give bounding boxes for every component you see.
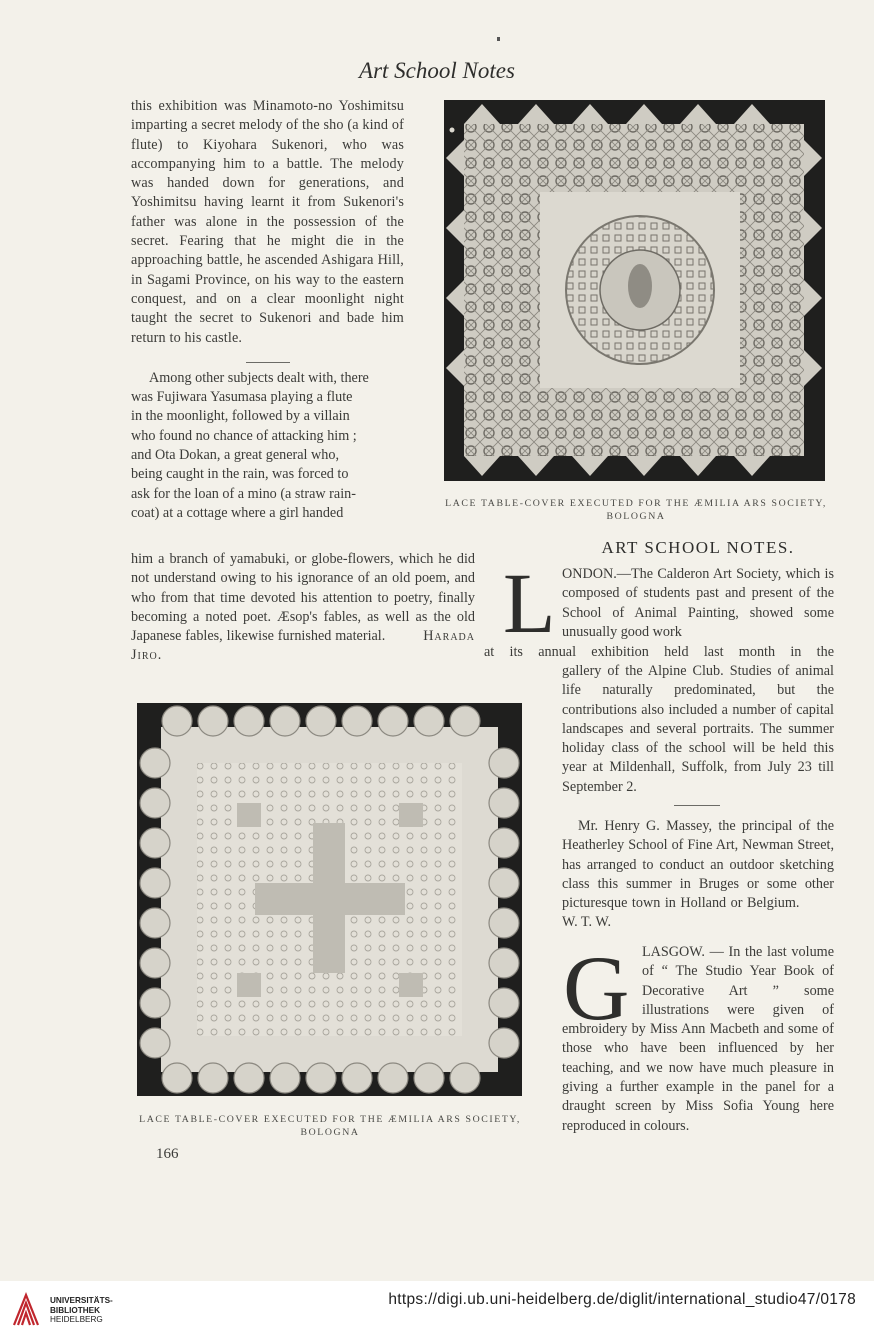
text-line: ask for the loan of a mino (a straw rain- bbox=[131, 485, 356, 502]
paragraph-yamabuki-text: him a branch of yamabuki, or globe-flowers, which he did not understand owing to his ignorance of an old poem, and who from that time devoted his attention to poetry, finally becoming a noted poet. Æsop's fables, as well as the old Japanese fables, likewise furnished material. bbox=[131, 551, 475, 645]
source-url-link[interactable]: https://digi.ub.uni-heidelberg.de/diglit/international_studio47/0178 bbox=[388, 1291, 856, 1308]
paragraph-london-rest bbox=[562, 662, 834, 797]
library-name bbox=[50, 1296, 113, 1325]
dropcap-g: G bbox=[563, 937, 630, 1039]
library-logo-shape bbox=[10, 1291, 42, 1329]
paragraph-london-rest-text: gallery of the Alpine Club. Studies of animal life naturally predominated, but the contributions also included a number of capital landscapes and several portraits. The summer holiday class of the school will be held this year at Mildenhall, Suffolk, from July 23 till September 2. bbox=[562, 663, 834, 795]
running-header: Art School Notes bbox=[359, 58, 515, 83]
photo-lace-table-cover-bottom bbox=[137, 703, 522, 1096]
lace-illustration-bottom bbox=[137, 703, 522, 1096]
paragraph-minamoto: this exhibition was Minamoto-no Yoshimitsu imparting a secret melody of the sho (a kind of flute) to Kiyohara Sukenori, who was accompanying him to a battle. The melody was handed down for generations, and Yoshimitsu having learnt it from Sukenori's father was alone in the possession of the secret. Fearing that he might die in the approaching battle, he ascended Ashigara Hill, in Sagami Province, on his way to the eastern conquest, and on a clear moonlight night taught the secret to Sukenori and bade him return to his castle. bbox=[131, 98, 404, 346]
library-logo-icon bbox=[10, 1291, 42, 1329]
library-line-1: UNIVERSITÄTS- bbox=[50, 1296, 113, 1305]
dropcap-l: L bbox=[503, 555, 556, 651]
left-column-wide bbox=[131, 550, 475, 666]
page-number: 166 bbox=[156, 1146, 179, 1162]
section-heading: ART SCHOOL NOTES. bbox=[601, 538, 795, 557]
text-line: Among other subjects dealt with, there bbox=[149, 369, 369, 386]
text-line: coat) at a cottage where a girl handed bbox=[131, 504, 344, 521]
paragraph-london-text: ONDON.—The Calderon Art Society, which is composed of students past and present of the School of Animal Painting, showed some unusually good work bbox=[562, 566, 834, 640]
text-line: being caught in the rain, was forced to bbox=[131, 466, 349, 483]
text-line: and Ota Dokan, a great general who, bbox=[131, 447, 339, 464]
text-line: in the moonlight, followed by a villain bbox=[131, 408, 350, 425]
notes-signature: W. T. W. bbox=[562, 914, 612, 931]
paragraph-among-lines bbox=[131, 369, 404, 523]
paragraph-london-lead: at its annual exhibition held last month in the bbox=[484, 644, 834, 660]
paragraph-yamabuki bbox=[131, 550, 475, 666]
photo-lace-table-cover-top bbox=[444, 100, 825, 481]
paragraph-london-indented bbox=[562, 565, 834, 642]
paragraph-massey bbox=[562, 817, 834, 933]
library-line-2: BIBLIOTHEK bbox=[50, 1305, 101, 1315]
dropcap-spacer bbox=[562, 943, 642, 1019]
paragraph-massey-text: Mr. Henry G. Massey, the principal of the Heatherley School of Fine Art, Newman Street, has arranged to conduct an outdoor sketching class this summer in Bruges or some other picturesque town in Holland or Belgium. bbox=[562, 818, 834, 912]
library-line-3: HEIDELBERG bbox=[50, 1315, 103, 1325]
header-mark bbox=[497, 37, 500, 41]
author-signature: Harada Jiro. bbox=[131, 628, 475, 664]
section-divider bbox=[246, 362, 290, 363]
left-column bbox=[131, 97, 404, 523]
paragraph-glasgow bbox=[562, 937, 834, 1136]
lace-illustration-top bbox=[444, 100, 825, 481]
figure-caption-top: LACE TABLE-COVER EXECUTED FOR THE ÆMILIA ARS SOCIETY, BOLOGNA bbox=[445, 498, 827, 522]
figure-caption-bottom: LACE TABLE-COVER EXECUTED FOR THE ÆMILIA ARS SOCIETY, BOLOGNA bbox=[139, 1114, 521, 1138]
text-line: was Fujiwara Yasumasa playing a flute bbox=[131, 389, 353, 406]
section-divider bbox=[674, 805, 720, 806]
paragraph-glasgow-text: LASGOW. — In the last volume of “ The Studio Year Book of Decorative Art ” some illustrations were given of embroidery by Miss Ann Macbeth and some of those who have been influenced by her teaching, and we now have much pleasure in giving a further example in the panel for a draught screen by Miss Sofia Young here reproduced in colours. bbox=[562, 944, 834, 1134]
text-line: who found no chance of attacking him ; bbox=[131, 427, 357, 444]
